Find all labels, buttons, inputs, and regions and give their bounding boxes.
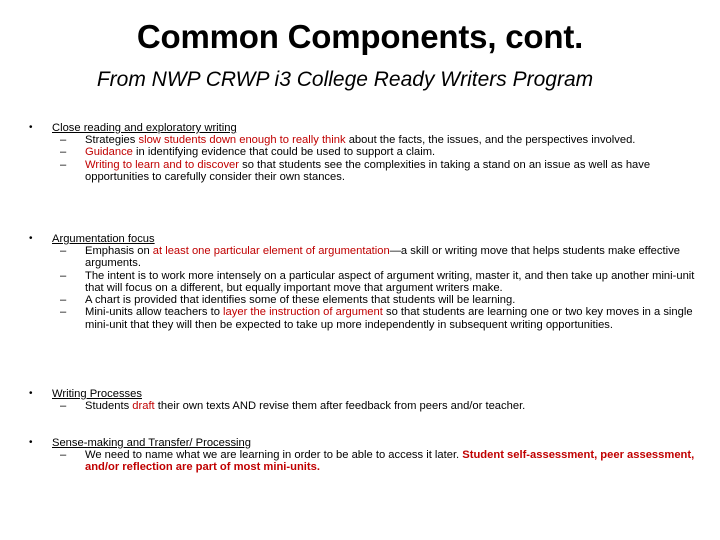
- sub-list: [60, 134, 700, 183]
- item-highlight: Writing to learn and to discover: [85, 158, 240, 171]
- section-heading: Close reading and exploratory writing: [52, 122, 237, 134]
- section-heading: Sense-making and Transfer/ Processing: [52, 437, 251, 449]
- item-text: Emphasis on: [85, 245, 153, 257]
- item-text: Mini-units allow teachers to: [85, 306, 224, 319]
- item-text: The intent is to work more intensely on a particular aspect of argument writing, master it, and then take up another mini-unit that will focus on a different, but equally important move that argument writers make.: [85, 269, 695, 294]
- item-highlight: at least one particular element of argumentation: [152, 245, 390, 257]
- item-highlight: Student self-assessment, peer assessment, and/or reflection are part of most mini-units.: [85, 449, 695, 474]
- item-highlight: layer the instruction of argument: [223, 306, 383, 319]
- item-highlight: Guidance: [85, 146, 133, 159]
- list-item: [60, 159, 700, 184]
- item-text: in identifying evidence that could be used to support a claim.: [132, 146, 436, 159]
- list-item: [60, 306, 700, 331]
- section-heading: Writing Processes: [52, 388, 142, 400]
- list-item: [60, 134, 700, 146]
- item-text: so that students are learning one or two key moves in a single mini-unit that they will then be expected to take up more independently in subsequent writing opportunities.: [85, 306, 693, 331]
- dash: –: [60, 245, 67, 257]
- page-title: Common Components, cont.: [136, 18, 584, 55]
- dash: –: [60, 269, 67, 282]
- bullet: •: [29, 388, 33, 399]
- item-text: their own texts AND revise them after feedback from peers and/or teacher.: [154, 400, 526, 412]
- item-text: We need to name what we are learning in order to be able to access it later.: [85, 449, 463, 461]
- sub-list: [60, 400, 700, 412]
- dash: –: [60, 158, 67, 171]
- sub-list: [60, 245, 700, 331]
- list-item: [60, 294, 700, 306]
- dash: –: [60, 449, 67, 461]
- list-item: [60, 245, 700, 270]
- section-heading: Argumentation focus: [52, 233, 155, 245]
- item-text: A chart is provided that identifies some of these elements that students will be learning.: [85, 294, 516, 307]
- list-item: [60, 270, 700, 295]
- list-item: [60, 449, 700, 474]
- page-subtitle: From NWP CRWP i3 College Ready Writers Program: [96, 68, 594, 91]
- item-highlight: draft: [132, 400, 155, 412]
- dash: –: [60, 294, 67, 307]
- dash: –: [60, 134, 67, 146]
- list-item: [60, 400, 700, 412]
- bullet: •: [29, 122, 33, 133]
- dash: –: [60, 400, 67, 412]
- dash: –: [60, 306, 67, 319]
- sub-list: [60, 449, 700, 474]
- bullet: •: [29, 437, 33, 448]
- item-highlight: slow students down enough to really think: [138, 134, 346, 146]
- item-text: —a skill or writing move that helps students make effective arguments.: [85, 245, 680, 270]
- item-text: about the facts, the issues, and the perspectives involved.: [345, 134, 636, 146]
- dash: –: [60, 146, 67, 159]
- list-item: [60, 146, 700, 158]
- item-text: Strategies: [85, 134, 139, 146]
- item-text: so that students see the complexities in taking a stand on an issue as well as have opportunities to carefully consider their own stances.: [85, 158, 651, 183]
- bullet: •: [29, 233, 33, 244]
- item-text: Students: [85, 400, 133, 412]
